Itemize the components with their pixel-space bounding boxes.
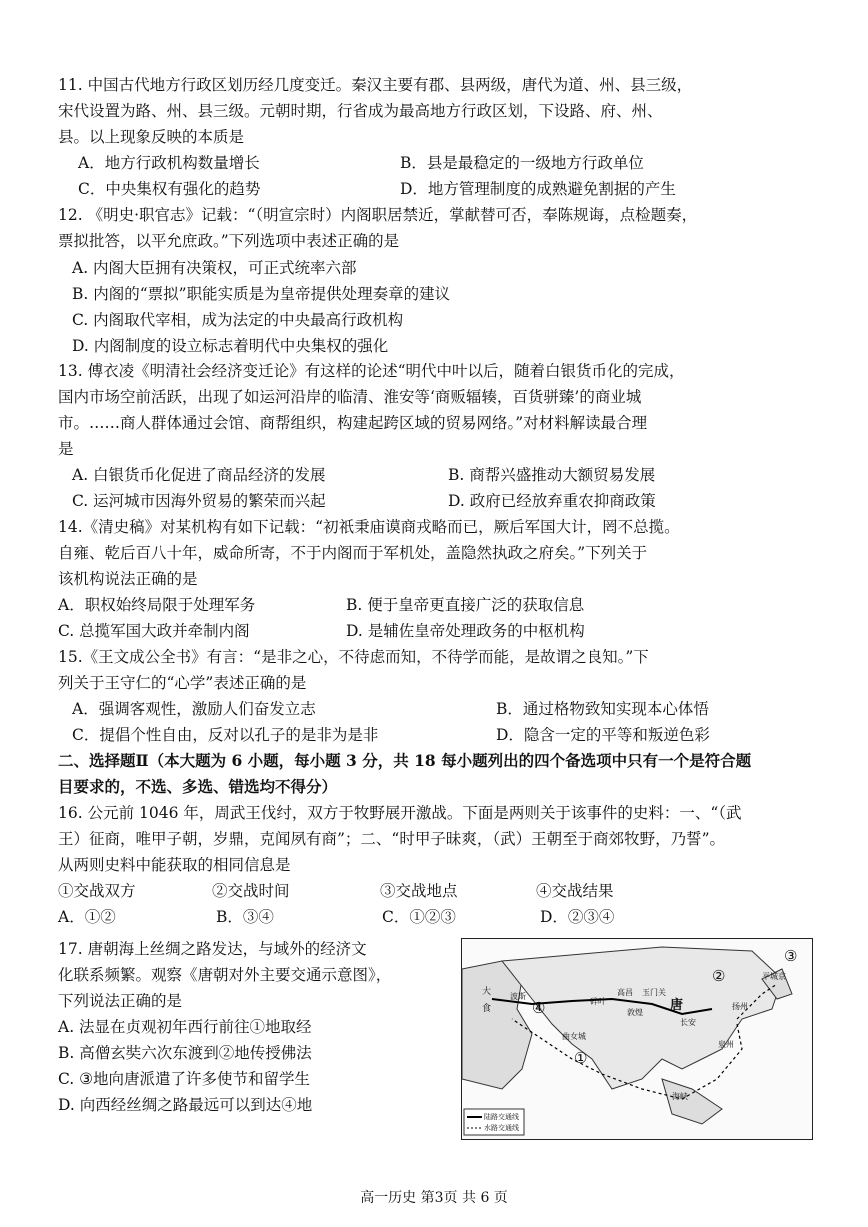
map-label-changan: 长安 (680, 1018, 696, 1027)
q15-option-b: B．通过格物致知实现本心体悟 (496, 700, 709, 718)
map-label-strait: 海峡 (672, 1092, 688, 1101)
legend-land-label: 陆路交通线 (484, 1113, 519, 1121)
q16-item-4: ④交战结果 (536, 882, 614, 900)
q13-option-a: A. 白银货币化促进了商品经济的发展 (72, 466, 326, 484)
q17-stem-line-2: 化联系频繁。观察《唐朝对外主要交通示意图》， (58, 966, 392, 984)
q13-option-d: D. 政府已经放弃重农抑商政策 (448, 492, 656, 510)
q12-stem-line-1: 12. 《明史·职官志》记载：“（明宣宗时）内阁职居禁近，掌献替可否，奉陈规诲，点检题奏， (58, 206, 698, 224)
q14-option-a: A．职权始终局限于处理军务 (58, 596, 256, 614)
map-label-heijokyo: 平城京 (762, 972, 786, 981)
q11-stem-line-2: 宋代设置为路、州、县三级。元朝时期，行省成为最高地方行政区划，下设路、府、州、 (58, 102, 663, 120)
q12-option-c: C. 内阁取代宰相，成为法定的中央最高行政机构 (72, 311, 404, 329)
map-label-quanzhou: 泉州 (718, 1040, 734, 1049)
q11-option-c: C．中央集权有强化的趋势 (78, 180, 261, 198)
q15-option-c: C．提倡个性自由，反对以孔子的是非为是非 (72, 726, 379, 744)
tang-trade-route-map (461, 938, 813, 1140)
map-label-da: 大 (482, 987, 492, 997)
q11-stem-line-1: 11. 中国古代地方行政区划历经几度变迁。秦汉主要有郡、县两级，唐代为道、州、县三级， (58, 76, 693, 94)
q17-option-b: B. 高僧玄奘六次东渡到②地传授佛法 (58, 1044, 312, 1062)
q16-stem-line-1: 16. 公元前 1046 年，周武王伐纣，双方于牧野展开激战。下面是两则关于该事件的史料：一、“（武 (58, 804, 742, 822)
q16-stem-line-2: 王）征商，唯甲子朝，岁鼎，克闻夙有商”；二、“时甲子昧爽，（武）王朝至于商郊牧野，乃誓”。 (58, 830, 726, 848)
q12-option-d: D. 内阁制度的设立标志着明代中央集权的强化 (72, 337, 389, 355)
map-marker-2: ② (712, 967, 726, 985)
q14-stem-line-3: 该机构说法正确的是 (58, 570, 198, 588)
q15-option-a: A．强调客观性，激励人们奋发立志 (72, 700, 316, 718)
q15-option-d: D．隐含一定的平等和叛逆色彩 (496, 726, 710, 744)
q11-stem-line-3: 县。以上现象反映的本质是 (58, 128, 245, 146)
q16-option-b: B．③④ (216, 908, 274, 926)
q12-stem-line-2: 票拟批答，以平允庶政。”下列选项中表述正确的是 (58, 232, 400, 250)
q13-stem-line-3: 市。……商人群体通过会馆、商帮组织，构建起跨区域的贸易网络。”对材料解读最合理 (58, 414, 648, 432)
q14-option-d: D. 是辅佐皇帝处理政务的中枢机构 (346, 622, 585, 640)
q15-stem-line-1: 15.《王文成公全书》有言：“是非之心，不待虑而知，不待学而能，是故谓之良知。”下 (58, 648, 649, 666)
map-drawing (462, 939, 812, 1139)
section-2-heading-line-2: 目要求的，不选、多选、错选均不得分） (58, 777, 338, 796)
map-label-kannauj: 曲女城 (562, 1032, 586, 1041)
asia-landmass (502, 947, 782, 1089)
q15-stem-line-2: 列关于王守仁的“心学”表述正确的是 (58, 674, 307, 692)
q14-stem-line-1: 14.《清史稿》对某机构有如下记载：“初祇秉庙谟商戎略而已，厥后军国大计，罔不总揽。 (58, 518, 680, 536)
q17-option-a: A. 法显在贞观初年西行前往①地取经 (58, 1018, 312, 1036)
q14-option-b: B. 便于皇帝更直接广泛的获取信息 (346, 596, 585, 614)
map-label-persia: 波斯 (510, 992, 526, 1001)
q17-stem-line-1: 17. 唐朝海上丝绸之路发达，与域外的经济文 (58, 940, 367, 958)
q16-stem-line-3: 从两则史料中能获取的相同信息是 (58, 856, 291, 874)
q11-option-a: A．地方行政机构数量增长 (78, 154, 260, 172)
map-label-yangzhou: 扬州 (732, 1002, 748, 1011)
map-marker-3: ③ (784, 947, 798, 965)
q14-option-c: C. 总揽军国大政并牵制内阁 (58, 622, 250, 640)
q11-option-b: B．县是最稳定的一级地方行政单位 (400, 154, 644, 172)
q14-stem-line-2: 自雍、乾后百八十年，威命所寄，不于内阁而于军机处，盖隐然执政之府矣。”下列关于 (58, 544, 648, 562)
map-marker-4: ④ (532, 999, 546, 1017)
q12-option-a: A. 内阁大臣拥有决策权，可正式统率六部 (72, 259, 357, 277)
map-label-tang: 唐 (670, 998, 684, 1013)
map-label-shi: 食 (482, 1004, 492, 1014)
q11-option-d: D．地方管理制度的成熟避免割据的产生 (400, 180, 676, 198)
q12-option-b: B. 内阁的“票拟”职能实质是为皇帝提供处理奏章的建议 (72, 285, 451, 303)
q16-item-2: ②交战时间 (212, 882, 290, 900)
legend-sea-label: 水路交通线 (484, 1124, 519, 1132)
map-label-suiye: 碎叶 (590, 997, 606, 1006)
q16-item-1: ①交战双方 (58, 882, 136, 900)
q17-option-d: D. 向西经丝绸之路最远可以到达④地 (58, 1096, 313, 1114)
southeast-asia-islands (662, 1079, 722, 1124)
q16-option-d: D．②③④ (540, 908, 615, 926)
map-label-dunhuang: 敦煌 (627, 1008, 643, 1017)
map-label-yumen-pass: 玉门关 (642, 988, 666, 997)
q13-stem-line-4: 是 (58, 440, 74, 458)
q13-stem-line-1: 13. 傅衣凌《明清社会经济变迁论》有这样的论述“明代中叶以后，随着白银货币化的完成， (58, 362, 685, 380)
q13-stem-line-2: 国内市场空前活跃，出现了如运河沿岸的临清、淮安等‘商贩辐辏，百货骈臻’的商业城 (58, 388, 642, 406)
q16-option-a: A．①② (58, 908, 116, 926)
q13-option-c: C. 运河城市因海外贸易的繁荣而兴起 (72, 492, 326, 510)
q17-stem-line-3: 下列说法正确的是 (58, 992, 183, 1010)
page-footer: 高一历史 第3页 共 6 页 (360, 1190, 508, 1206)
q17-option-c: C. ③地向唐派遣了许多使节和留学生 (58, 1070, 311, 1088)
map-label-gaochang: 高昌 (617, 988, 633, 997)
q16-option-c: C．①②③ (382, 908, 456, 926)
q13-option-b: B. 商帮兴盛推动大额贸易发展 (448, 466, 656, 484)
section-2-heading-line-1: 二、选择题Ⅱ（本大题为 6 小题，每小题 3 分，共 18 每小题列出的四个备选项中只有一个是符合题 (58, 751, 752, 770)
q16-item-3: ③交战地点 (380, 882, 458, 900)
map-marker-1: ① (574, 1049, 588, 1067)
